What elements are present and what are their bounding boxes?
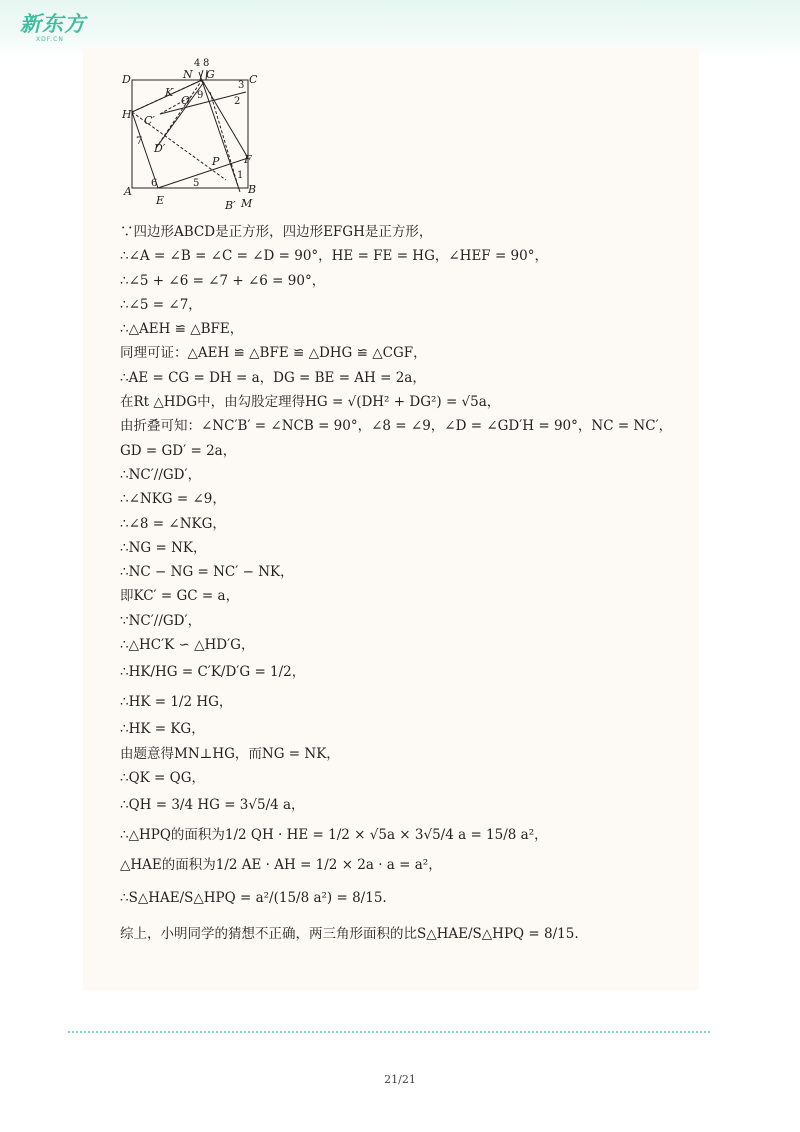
label-b-prime: B′ — [225, 199, 236, 212]
logo-subtext: XDF.CN — [36, 36, 64, 43]
solution-line: 由题意得MN⊥HG，而NG = NK， — [120, 745, 340, 762]
logo-text: 新东方 — [20, 12, 86, 36]
fold-line-mn — [199, 72, 240, 192]
solution-line: 即KC′ = GC = a， — [120, 588, 240, 605]
label-f: F — [244, 153, 252, 166]
solution-line: △HAE的面积为1/2 AE · AH = 1/2 × 2a · a = a²， — [120, 857, 442, 874]
label-d-prime: D′ — [154, 142, 166, 155]
label-b: B — [248, 183, 257, 196]
page-number: 21/21 — [384, 1073, 416, 1086]
brand-logo — [20, 8, 86, 43]
solution-line: ∴∠5 = ∠7， — [120, 296, 202, 313]
solution-line: ∴∠5 + ∠6 = ∠7 + ∠6 = 90°， — [120, 272, 326, 289]
label-o: O — [181, 94, 191, 107]
footer-divider — [68, 1031, 710, 1033]
angle-label-8: 8 — [203, 58, 210, 69]
solution-line: ∴NG = NK， — [120, 539, 207, 556]
solution-line: 同理可证：△AEH ≌ △BFE ≌ △DHG ≌ △CGF， — [120, 345, 427, 362]
label-h: H — [122, 108, 132, 121]
solution-line: ∴QH = 3/4 HG = 3√5/4 a， — [120, 797, 305, 814]
angle-label-9: 9 — [197, 90, 204, 101]
solution-line: ∴△HC′K ∽ △HD′G， — [120, 637, 255, 654]
solution-line: 在Rt △HDG中，由勾股定理得HG = √(DH² + DG²) = √5a， — [120, 394, 501, 411]
solution-line: ∵NC′//GD′， — [120, 612, 202, 629]
angle-label-7: 7 — [136, 136, 143, 147]
label-p: P — [212, 155, 220, 168]
label-m: M — [241, 197, 253, 210]
angle-label-6: 6 — [151, 178, 158, 189]
solution-line: ∴HK/HG = C′K/D′G = 1/2， — [120, 664, 306, 681]
solution-line: ∴NC′//GD′， — [120, 466, 202, 483]
solution-line: ∴NC − NG = NC′ − NK， — [120, 564, 294, 581]
solution-line: ∴AE = CG = DH = a，DG = BE = AH = 2a， — [120, 369, 426, 386]
solution-line: ∴S△HAE/S△HPQ = a²/(15/8 a²) = 8/15. — [120, 890, 387, 907]
label-c-prime: C′ — [144, 114, 155, 127]
solution-line: ∴∠NKG = ∠9， — [120, 491, 226, 508]
label-k: K — [165, 86, 174, 99]
label-c: C — [249, 73, 258, 86]
solution-line: ∴QK = QG， — [120, 769, 205, 786]
angle-label-4: 4 — [194, 58, 201, 69]
label-a: A — [124, 185, 132, 198]
solution-line: ∴△AEH ≌ △BFE， — [120, 321, 244, 338]
label-e: E — [156, 194, 165, 207]
solution-line: 综上，小明同学的猜想不正确，两三角形面积的比S△HAE/S△HPQ = 8/15. — [120, 926, 579, 943]
label-n: N — [183, 68, 193, 81]
label-g: G — [206, 68, 215, 81]
angle-label-3: 3 — [238, 80, 245, 91]
angle-label-2: 2 — [234, 96, 241, 107]
solution-line: ∴∠A = ∠B = ∠C = ∠D = 90°，HE = FE = HG，∠HEF = 90°， — [120, 248, 548, 265]
solution-line: ∴HK = 1/2 HG， — [120, 694, 233, 711]
solution-line: ∵四边形ABCD是正方形，四边形EFGH是正方形， — [120, 224, 433, 240]
solution-line: 由折叠可知：∠NC′B′ = ∠NCB = 90°，∠8 = ∠9，∠D = ∠GD′H = 90°，NC = NC′， — [120, 418, 673, 435]
solution-text — [120, 220, 680, 952]
label-d: D — [122, 73, 131, 86]
angle-label-5: 5 — [193, 178, 200, 189]
geometry-figure — [120, 52, 260, 212]
angle-label-1: 1 — [237, 170, 244, 181]
solution-line: ∴HK = KG， — [120, 721, 205, 738]
solution-line: GD = GD′ = 2a， — [120, 442, 237, 459]
solution-line: ∴△HPQ的面积为1/2 QH · HE = 1/2 × √5a × 3√5/4 a = 15/8 a²， — [120, 827, 548, 844]
solution-line: ∴∠8 = ∠NKG， — [120, 515, 226, 532]
